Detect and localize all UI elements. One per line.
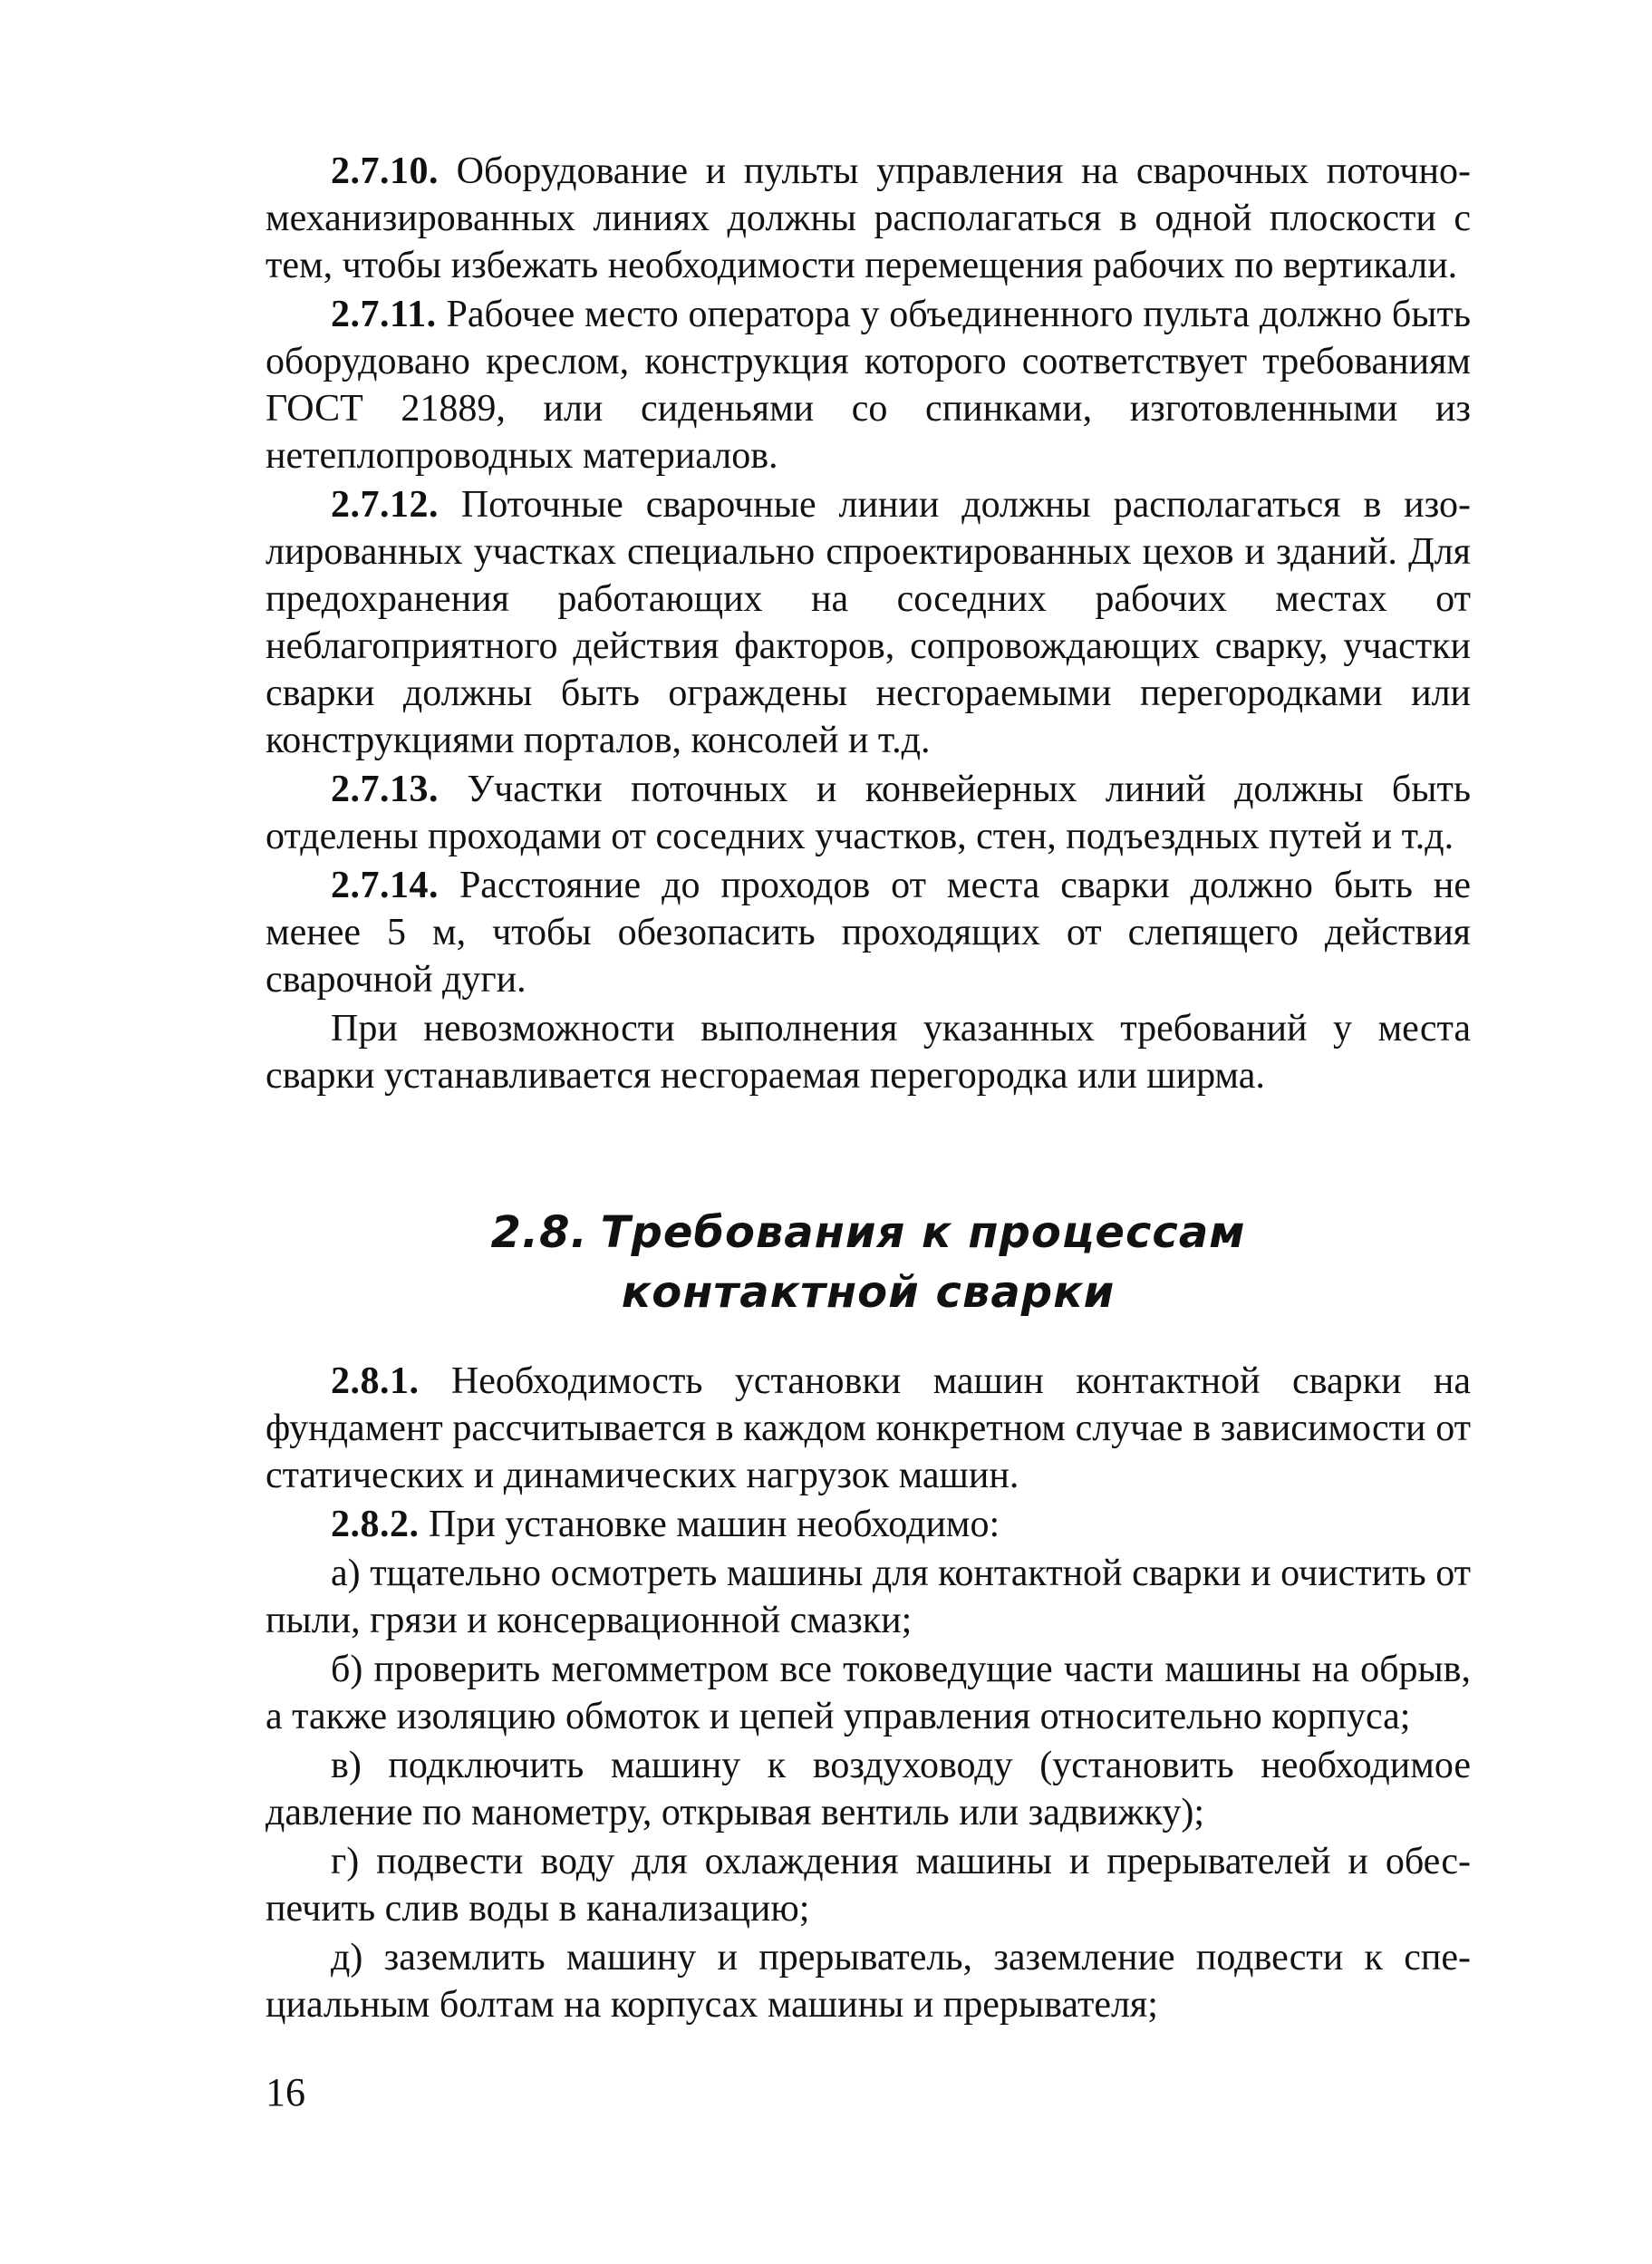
paragraph-number: 2.7.11.: [331, 294, 437, 335]
page-number: 16: [266, 2070, 305, 2114]
text-block-bottom: [266, 1358, 1471, 2030]
paragraph-text: Расстояние до проходов от места сварки должно быть не менее 5 м, чтобы обезопасить проходящих от слепящего действия сварочной дуги.: [266, 865, 1472, 1001]
paragraph-2-7-12: [266, 481, 1471, 764]
paragraph-2-7-10: [266, 148, 1471, 289]
list-item-b: [266, 1646, 1471, 1740]
list-item-text: г) подвести воду для охлаждения машины и прерывателей и обеспечить слив воды в канализацию;: [266, 1841, 1471, 1930]
paragraph-text: Участки поточных и конвейерных линий должны быть отделены проходами от соседних участков, стен, подъездных путей и т.д.: [266, 769, 1471, 857]
section-heading-line-1: [266, 1203, 1471, 1263]
list-item-text: а) тщательно осмотреть машины для контактной сварки и очистить от пыли, грязи и консервационной смазки;: [266, 1553, 1471, 1641]
list-item-text: в) подключить машину к воздуховоду (установить необходимое давление по манометру, открывая вентиль или задвижку);: [266, 1745, 1471, 1833]
paragraph-number: 2.7.14.: [331, 865, 439, 906]
list-item-v: [266, 1742, 1471, 1836]
section-title-part-1: Требования к процессам: [600, 1207, 1246, 1258]
paragraph-text: Оборудование и пульты управления на сварочных поточно-механизированных линиях должны располагаться в одной плоскости с тем, чтобы избежать необходимости перемещения рабочих по вертикали.: [266, 150, 1472, 286]
text-block-top: [266, 148, 1471, 1101]
paragraph-2-7-13: [266, 766, 1471, 860]
paragraph-2-7-14: [266, 862, 1471, 1003]
section-heading-2-8: [266, 1203, 1471, 1322]
paragraph-number: 2.7.13.: [331, 769, 439, 810]
paragraph-2-8-1: [266, 1358, 1471, 1499]
list-item-text: б) проверить мегомметром все токоведущие части машины на обрыв, а также изоляцию обмоток и цепей управления относительно корпуса;: [266, 1649, 1471, 1737]
paragraph-text: Поточные сварочные линии должны располагаться в изолированных участках специально спроектированных цехов и зданий. Для предохранения работающих на соседних рабочих местах от неблагоприятного действия факторов, сопровождающих сварку, участки сварки должны быть ограждены несгораемыми перегородками или конструкциями порталов, консолей и т.д.: [266, 484, 1472, 761]
paragraph-number: 2.7.10.: [331, 150, 439, 192]
list-item-a: [266, 1550, 1471, 1644]
list-item-text: д) заземлить машину и прерыватель, заземление подвести к специальным болтам на корпусах машины и прерывателя;: [266, 1937, 1471, 2026]
section-title-part-2: контактной сварки: [621, 1267, 1116, 1318]
list-item-g: [266, 1838, 1471, 1932]
paragraph-number: 2.8.2.: [331, 1504, 420, 1545]
paragraph-text: При невозможности выполнения указанных требований у места сварки устанавливается несгораемая перегородка или ширма.: [266, 1008, 1471, 1097]
paragraph-barrier-note: [266, 1005, 1471, 1099]
paragraph-number: 2.8.1.: [331, 1360, 420, 1402]
paragraph-number: 2.7.12.: [331, 484, 439, 526]
paragraph-text: Необходимость установки машин контактной сварки на фундамент рассчитывается в каждом конкретном случае в зависимости от статических и динамических нагрузок машин.: [266, 1360, 1471, 1496]
paragraph-text: При установке машин необходимо:: [429, 1504, 1000, 1545]
paragraph-2-8-2: [266, 1501, 1471, 1548]
paragraph-text: Рабочее место оператора у объединенного пульта должно быть оборудовано креслом, конструкция которого соответствует требованиям ГОСТ 21889, или сиденьями со спинками, изготовленными из нетеплопроводных материалов.: [266, 294, 1472, 477]
paragraph-2-7-11: [266, 291, 1471, 479]
list-item-d: [266, 1934, 1471, 2028]
section-number: 2.8.: [490, 1207, 588, 1258]
